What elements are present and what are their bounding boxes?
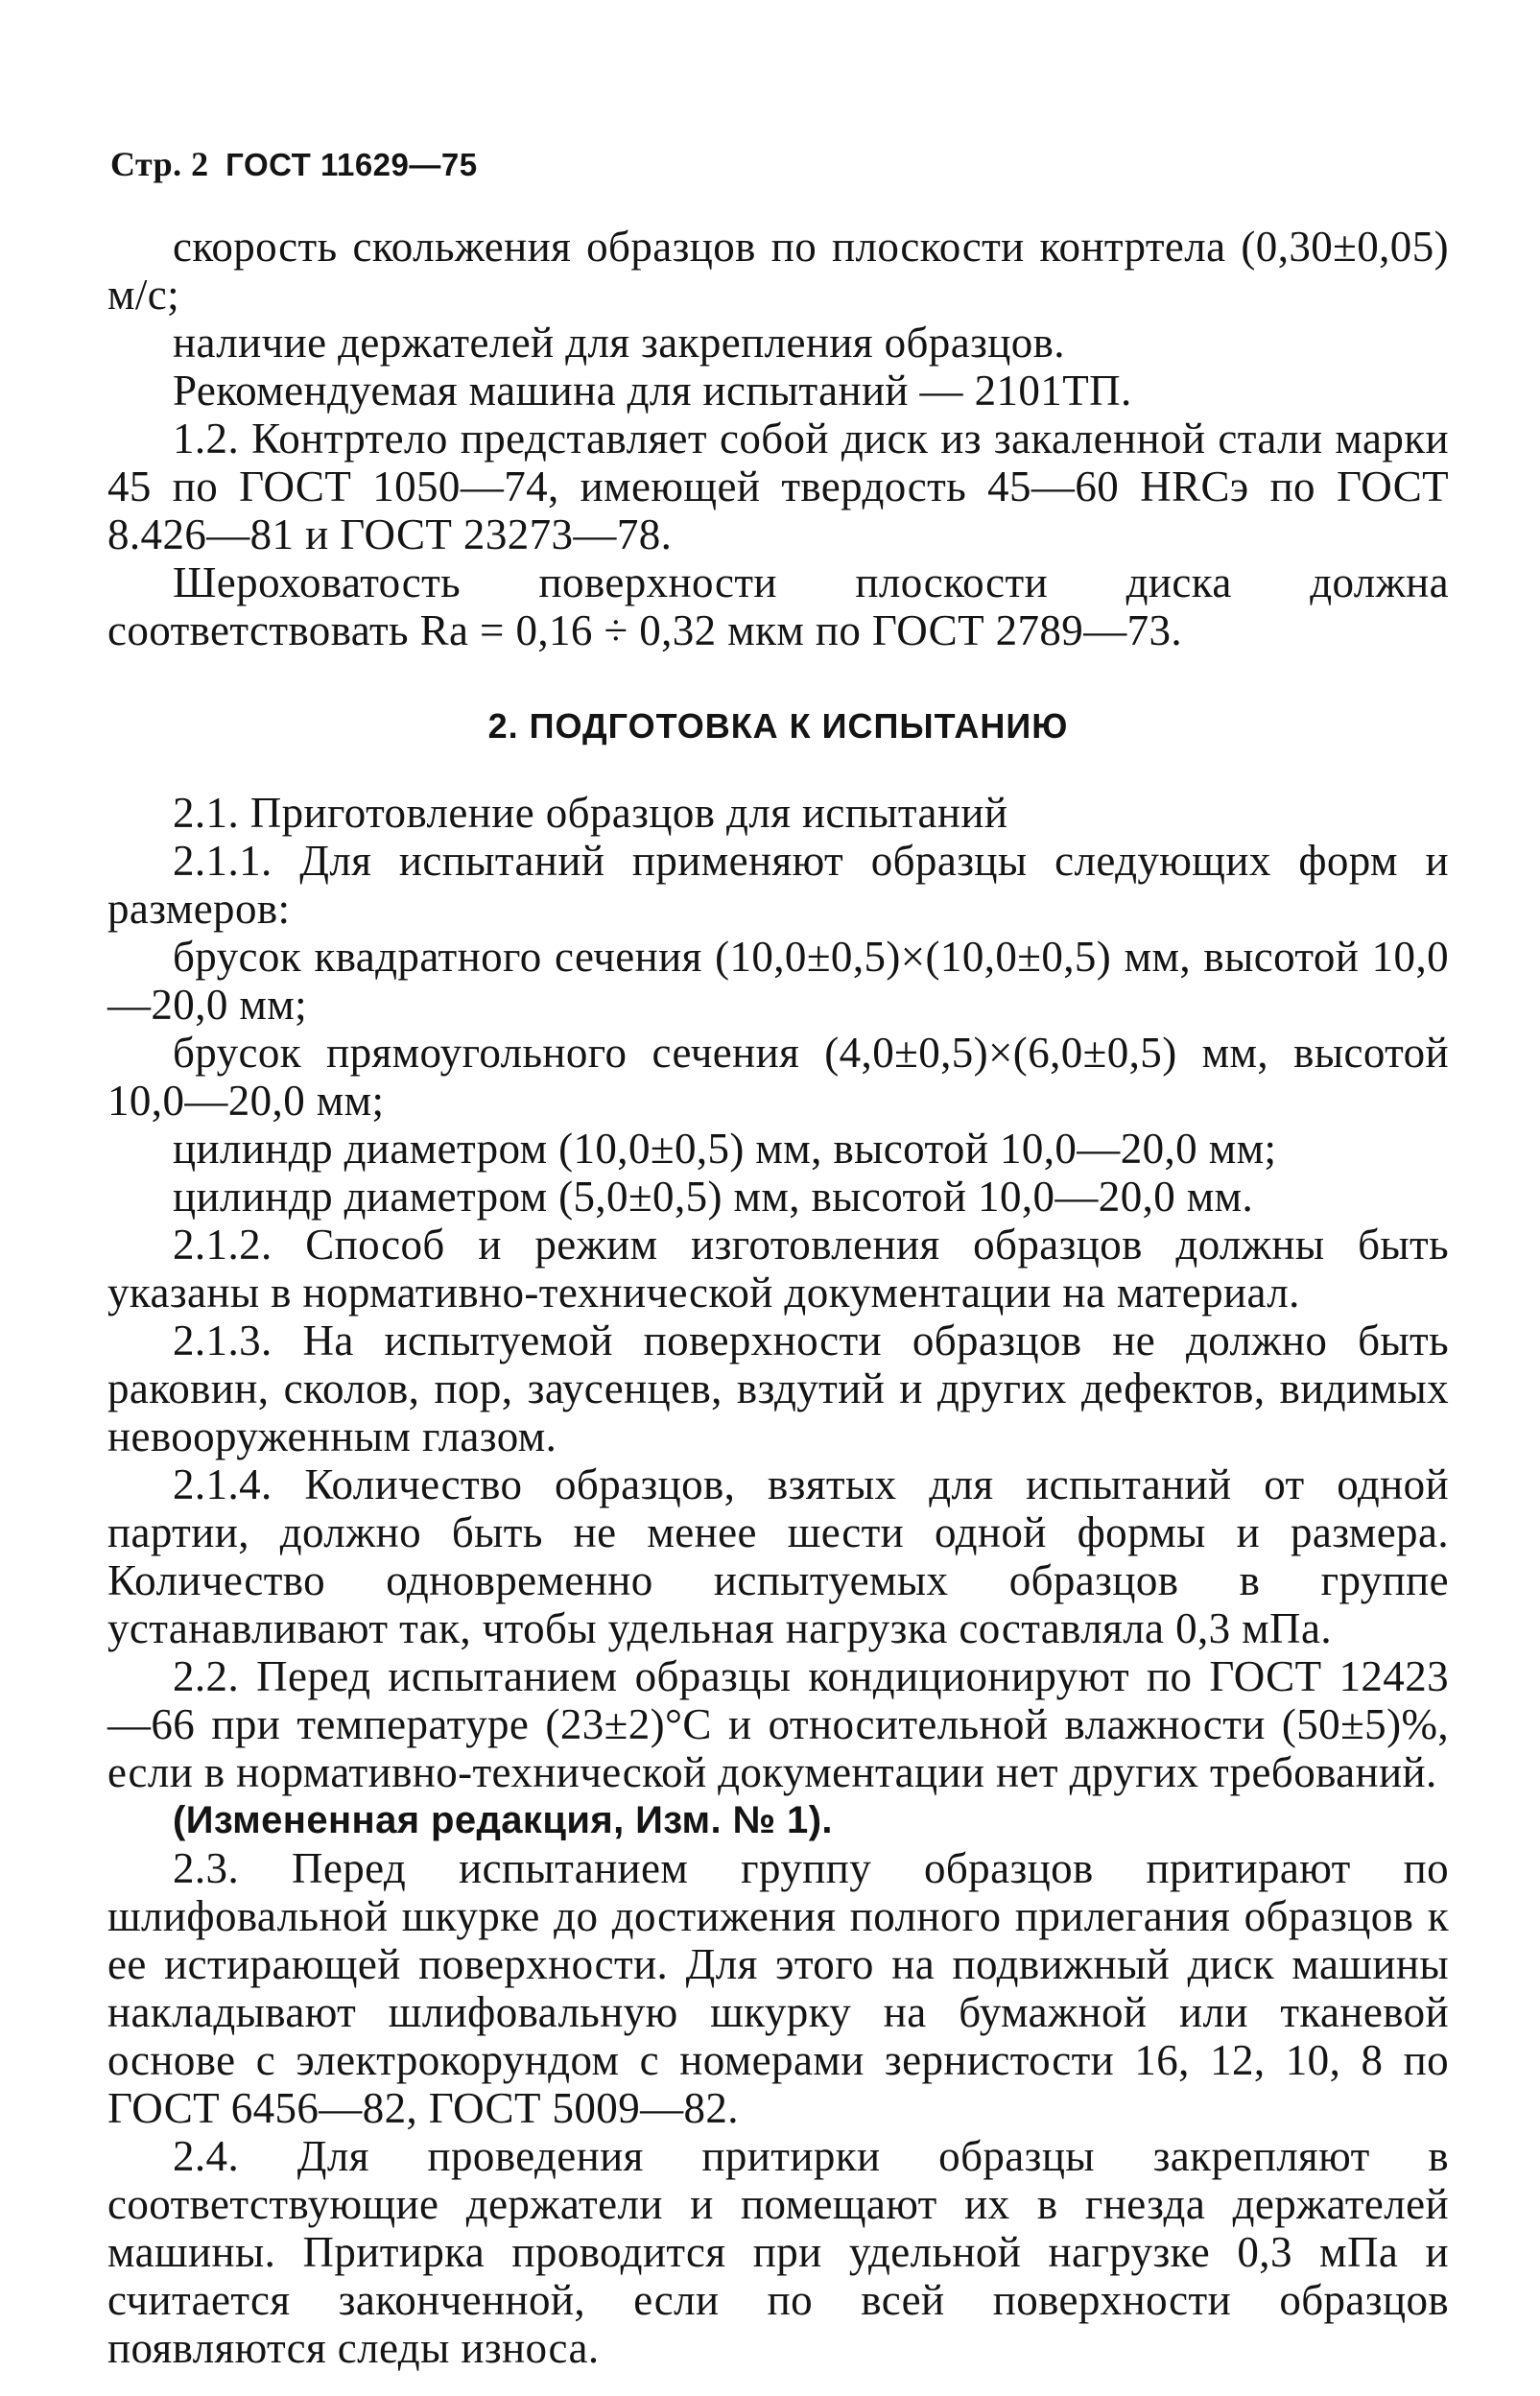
document-body bbox=[107, 223, 1449, 2372]
paragraph-square-bar: брусок квадратного сечения (10,0±0,5)×(10,0±0,5) мм, высотой 10,0—20,0 мм; bbox=[107, 933, 1449, 1029]
paragraph-2-3: 2.3. Перед испытанием группу образцов притирают по шлифовальной шкурке до достижения полного прилегания образцов к ее истирающей поверхности. Для этого на подвижный диск машины накладывают шлифовальную шкурку на бумажной или тканевой основе с электрокорундом с номерами зернистости 16, 12, 10, 8 по ГОСТ 6456—82, ГОСТ 5009—82. bbox=[107, 1844, 1449, 2132]
page-number-label: Стр. 2 bbox=[110, 145, 209, 183]
paragraph-1-2: 1.2. Контртело представляет собой диск из закаленной стали марки 45 по ГОСТ 1050—74, имеющей твердость 45—60 HRCэ по ГОСТ 8.426—81 и ГОСТ 23273—78. bbox=[107, 415, 1449, 558]
paragraph-speed: скорость скольжения образцов по плоскости контртела (0,30±0,05) м/с; bbox=[107, 223, 1449, 319]
edition-note: (Измененная редакция, Изм. № 1). bbox=[173, 1799, 833, 1841]
paragraph-rect-bar: брусок прямоугольного сечения (4,0±0,5)×(6,0±0,5) мм, высотой 10,0—20,0 мм; bbox=[107, 1029, 1449, 1125]
section-title: 2. ПОДГОТОВКА К ИСПЫТАНИЮ bbox=[487, 706, 1069, 746]
paragraph-2-2: 2.2. Перед испытанием образцы кондиционируют по ГОСТ 12423—66 при температуре (23±2)°С и относительной влажности (50±5)%, если в нормативно-технической документации нет других требований. bbox=[107, 1652, 1449, 1796]
paragraph-machine: Рекомендуемая машина для испытаний — 2101ТП. bbox=[173, 367, 1132, 415]
paragraph-cylinder-5: цилиндр диаметром (5,0±0,5) мм, высотой 10,0—20,0 мм. bbox=[173, 1173, 1254, 1221]
standard-number: ГОСТ 11629—75 bbox=[225, 147, 478, 182]
paragraph-2-1-2: 2.1.2. Способ и режим изготовления образцов должны быть указаны в нормативно-технической документации на материал. bbox=[107, 1221, 1449, 1317]
paragraph-2-4: 2.4. Для проведения притирки образцы закрепляют в соответствующие держатели и помещают их в гнезда держателей машины. Притирка проводится при удельной нагрузке 0,3 мПа и считается законченной, если по всей поверхности образцов появляются следы износа. bbox=[107, 2132, 1449, 2372]
paragraph-2-1-1: 2.1.1. Для испытаний применяют образцы следующих форм и размеров: bbox=[107, 837, 1449, 933]
page-header bbox=[110, 144, 478, 184]
paragraph-holders: наличие держателей для закрепления образцов. bbox=[173, 319, 1065, 367]
paragraph-roughness: Шероховатость поверхности плоскости диска должна соответствовать Rа = 0,16 ÷ 0,32 мкм по ГОСТ 2789—73. bbox=[107, 558, 1449, 654]
paragraph-2-1-4: 2.1.4. Количество образцов, взятых для испытаний от одной партии, должно быть не менее шести одной формы и размера. Количество одновременно испытуемых образцов в группе устанавливают так, чтобы удельная нагрузка составляла 0,3 мПа. bbox=[107, 1460, 1449, 1652]
paragraph-2-1-3: 2.1.3. На испытуемой поверхности образцов не должно быть раковин, сколов, пор, заусенцев, вздутий и других дефектов, видимых невооруженным глазом. bbox=[107, 1317, 1449, 1460]
paragraph-2-1: 2.1. Приготовление образцов для испытаний bbox=[173, 789, 1008, 837]
paragraph-cylinder-10: цилиндр диаметром (10,0±0,5) мм, высотой 10,0—20,0 мм; bbox=[173, 1125, 1277, 1173]
